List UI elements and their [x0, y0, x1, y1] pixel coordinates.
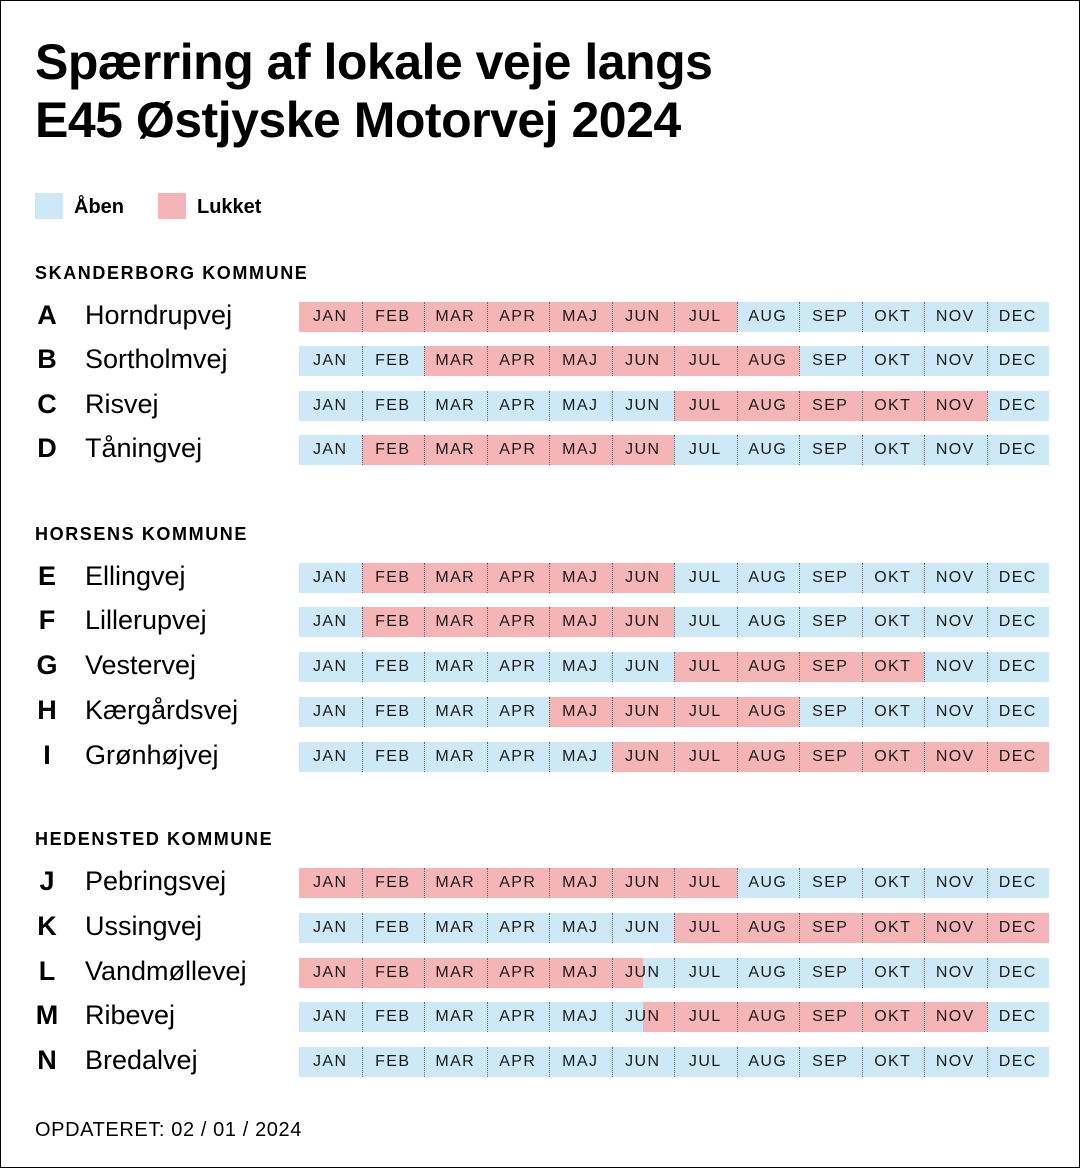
month-label: NOV — [935, 919, 975, 936]
month-label: APR — [499, 748, 537, 765]
month-label: SEP — [812, 613, 849, 630]
month-label: JAN — [313, 569, 348, 586]
month-label: DEC — [998, 397, 1037, 414]
month-label: JAN — [313, 703, 348, 720]
timeline-bar — [299, 1002, 1049, 1032]
legend-label-open: Åben — [74, 196, 124, 218]
month-label: OKT — [874, 919, 912, 936]
section-heading: HORSENS KOMMUNE — [35, 524, 249, 544]
month-label: AUG — [748, 919, 788, 936]
month-label: AUG — [748, 1053, 788, 1070]
month-label: MAR — [435, 874, 476, 891]
road-name: Risvej — [85, 389, 159, 419]
month-label: MAJ — [562, 658, 599, 675]
month-label: SEP — [812, 1053, 849, 1070]
road-name: Kærgårdsvej — [85, 695, 239, 725]
month-label: NOV — [935, 658, 975, 675]
month-label: DEC — [998, 613, 1037, 630]
month-label: OKT — [874, 397, 912, 414]
month-label: FEB — [375, 964, 411, 981]
month-label: APR — [499, 352, 537, 369]
road-name: Grønhøjvej — [85, 740, 219, 770]
month-label: AUG — [748, 748, 788, 765]
month-label: OKT — [874, 964, 912, 981]
month-label: APR — [499, 1008, 537, 1025]
month-label: OKT — [874, 1053, 912, 1070]
road-letter: E — [37, 561, 56, 591]
month-label: MAR — [435, 397, 476, 414]
month-label: JUN — [625, 964, 661, 981]
month-label: MAJ — [562, 919, 599, 936]
road-row — [1, 697, 1079, 727]
road-name: Sortholmvej — [85, 344, 228, 374]
month-label: AUG — [748, 613, 788, 630]
month-label: JUN — [625, 919, 661, 936]
month-label: FEB — [375, 613, 411, 630]
month-label: AUG — [748, 964, 788, 981]
month-label: JUL — [688, 441, 722, 458]
timeline-bar — [299, 958, 1049, 988]
month-label: MAR — [435, 569, 476, 586]
month-label: JAN — [313, 919, 348, 936]
month-label: AUG — [748, 441, 788, 458]
month-label: SEP — [812, 703, 849, 720]
month-label: NOV — [935, 1053, 975, 1070]
month-label: JUL — [688, 874, 722, 891]
month-label: JAN — [313, 441, 348, 458]
month-label: FEB — [375, 569, 411, 586]
month-label: APR — [499, 1053, 537, 1070]
month-label: FEB — [375, 658, 411, 675]
month-label: SEP — [812, 569, 849, 586]
month-label: FEB — [375, 1008, 411, 1025]
road-letter: G — [36, 650, 58, 680]
timeline-bar — [299, 868, 1049, 898]
month-label: NOV — [935, 748, 975, 765]
month-label: JUN — [625, 397, 661, 414]
month-label: APR — [499, 613, 537, 630]
month-label: AUG — [748, 569, 788, 586]
road-row — [1, 913, 1079, 943]
road-letter: H — [37, 695, 57, 725]
month-label: MAJ — [562, 613, 599, 630]
month-label: MAR — [435, 1008, 476, 1025]
month-label: JAN — [313, 658, 348, 675]
month-label: FEB — [375, 748, 411, 765]
road-row — [1, 868, 1079, 898]
month-label: MAJ — [562, 1053, 599, 1070]
road-letter: N — [37, 1045, 57, 1075]
month-label: APR — [499, 919, 537, 936]
road-row — [1, 302, 1079, 332]
month-label: JUL — [688, 1008, 722, 1025]
road-row — [1, 1002, 1079, 1032]
month-label: MAR — [435, 352, 476, 369]
month-label: NOV — [935, 964, 975, 981]
month-label: MAR — [435, 703, 476, 720]
month-label: JAN — [313, 397, 348, 414]
month-label: JUN — [625, 874, 661, 891]
page-title — [35, 33, 935, 149]
month-label: JUN — [625, 1053, 661, 1070]
month-label: JUN — [625, 308, 661, 325]
month-label: JAN — [313, 748, 348, 765]
month-label: MAR — [435, 308, 476, 325]
month-label: APR — [499, 441, 537, 458]
month-label: JUN — [625, 1008, 661, 1025]
road-row — [1, 346, 1079, 376]
month-label: JUN — [625, 748, 661, 765]
timeline-bar — [299, 346, 1049, 376]
month-label: DEC — [998, 352, 1037, 369]
road-name: Lillerupvej — [85, 605, 207, 635]
month-label: NOV — [935, 874, 975, 891]
timeline-bar — [299, 607, 1049, 637]
month-label: MAJ — [562, 748, 599, 765]
month-label: JUL — [688, 964, 722, 981]
month-label: JAN — [313, 352, 348, 369]
month-label: OKT — [874, 748, 912, 765]
month-label: OKT — [874, 1008, 912, 1025]
month-label: DEC — [998, 874, 1037, 891]
month-label: JUL — [688, 703, 722, 720]
month-label: DEC — [998, 441, 1037, 458]
road-letter: D — [37, 433, 57, 463]
month-label: JUL — [688, 613, 722, 630]
month-label: AUG — [748, 874, 788, 891]
month-label: DEC — [998, 748, 1037, 765]
month-label: JUN — [625, 441, 661, 458]
month-label: JUN — [625, 352, 661, 369]
month-label: NOV — [935, 703, 975, 720]
month-label: MAJ — [562, 1008, 599, 1025]
timeline-bar — [299, 435, 1049, 465]
road-letter: B — [37, 344, 57, 374]
month-label: SEP — [812, 874, 849, 891]
road-name: Ribevej — [85, 1000, 176, 1030]
month-label: NOV — [935, 397, 975, 414]
timeline-bar — [299, 913, 1049, 943]
month-label: FEB — [375, 397, 411, 414]
month-label: JUN — [625, 658, 661, 675]
month-label: MAJ — [562, 352, 599, 369]
timeline-bar — [299, 697, 1049, 727]
section-heading: HEDENSTED KOMMUNE — [35, 829, 274, 849]
month-label: MAJ — [562, 308, 599, 325]
updated-date: OPDATERET: 02 / 01 / 2024 — [35, 1119, 302, 1141]
legend-swatch-closed — [158, 193, 186, 219]
month-label: FEB — [375, 703, 411, 720]
timeline-bar — [299, 652, 1049, 682]
month-label: OKT — [874, 569, 912, 586]
month-label: SEP — [812, 919, 849, 936]
month-label: DEC — [998, 703, 1037, 720]
month-label: DEC — [998, 1053, 1037, 1070]
month-label: JAN — [313, 874, 348, 891]
month-label: JUL — [688, 397, 722, 414]
month-label: FEB — [375, 441, 411, 458]
road-name: Vestervej — [85, 650, 197, 680]
title-line-1: Spærring af lokale veje langs — [35, 34, 713, 90]
month-label: MAR — [435, 1053, 476, 1070]
month-label: MAR — [435, 441, 476, 458]
month-label: JUN — [625, 569, 661, 586]
month-label: AUG — [748, 308, 788, 325]
road-letter: F — [38, 605, 56, 635]
month-label: FEB — [375, 352, 411, 369]
month-label: FEB — [375, 308, 411, 325]
month-label: MAR — [435, 748, 476, 765]
legend-label-closed: Lukket — [197, 196, 262, 218]
road-name: Pebringsvej — [85, 866, 227, 896]
month-label: JUL — [688, 658, 722, 675]
road-letter: L — [38, 956, 56, 986]
month-label: DEC — [998, 964, 1037, 981]
month-label: SEP — [812, 441, 849, 458]
timeline-bar — [299, 563, 1049, 593]
road-letter: C — [37, 389, 57, 419]
road-row — [1, 607, 1079, 637]
month-label: DEC — [998, 658, 1037, 675]
month-label: DEC — [998, 308, 1037, 325]
month-label: FEB — [375, 874, 411, 891]
month-label: SEP — [812, 748, 849, 765]
month-label: JUL — [688, 308, 722, 325]
month-label: JUL — [688, 569, 722, 586]
month-label: MAJ — [562, 397, 599, 414]
month-label: MAR — [435, 964, 476, 981]
month-label: OKT — [874, 613, 912, 630]
road-row — [1, 391, 1079, 421]
road-letter: I — [43, 740, 51, 770]
month-label: OKT — [874, 441, 912, 458]
month-label: DEC — [998, 569, 1037, 586]
month-label: JUL — [688, 748, 722, 765]
month-label: AUG — [748, 703, 788, 720]
month-label: AUG — [748, 352, 788, 369]
month-label: SEP — [812, 964, 849, 981]
month-label: MAJ — [562, 874, 599, 891]
timeline-bar — [299, 391, 1049, 421]
month-label: SEP — [812, 658, 849, 675]
month-label: JUL — [688, 919, 722, 936]
road-row — [1, 958, 1079, 988]
month-label: SEP — [812, 308, 849, 325]
month-label: OKT — [874, 658, 912, 675]
road-name: Bredalvej — [85, 1045, 198, 1075]
title-line-2: E45 Østjyske Motorvej 2024 — [35, 92, 681, 148]
month-label: MAR — [435, 658, 476, 675]
month-label: MAJ — [562, 569, 599, 586]
month-label: APR — [499, 397, 537, 414]
month-label: SEP — [812, 397, 849, 414]
month-label: NOV — [935, 441, 975, 458]
month-label: JUN — [625, 613, 661, 630]
month-label: FEB — [375, 919, 411, 936]
road-row — [1, 435, 1079, 465]
month-label: MAJ — [562, 441, 599, 458]
month-label: JAN — [313, 964, 348, 981]
month-label: JUL — [688, 352, 722, 369]
road-name: Ellingvej — [85, 561, 186, 591]
month-label: JUL — [688, 1053, 722, 1070]
section-heading: SKANDERBORG KOMMUNE — [35, 263, 309, 283]
road-letter: A — [37, 300, 57, 330]
month-label: JUN — [625, 703, 661, 720]
road-letter: K — [37, 911, 57, 941]
month-label: NOV — [935, 308, 975, 325]
month-label: OKT — [874, 703, 912, 720]
road-letter: J — [39, 866, 55, 896]
legend-swatch-open — [35, 193, 63, 219]
road-name: Ussingvej — [85, 911, 203, 941]
month-label: APR — [499, 569, 537, 586]
month-label: NOV — [935, 1008, 975, 1025]
month-label: AUG — [748, 1008, 788, 1025]
month-label: APR — [499, 703, 537, 720]
month-label: DEC — [998, 919, 1037, 936]
month-label: SEP — [812, 352, 849, 369]
month-label: AUG — [748, 397, 788, 414]
month-label: MAR — [435, 613, 476, 630]
road-row — [1, 563, 1079, 593]
month-label: APR — [499, 964, 537, 981]
month-label: JAN — [313, 613, 348, 630]
road-name: Horndrupvej — [85, 300, 233, 330]
road-name: Vandmøllevej — [85, 956, 247, 986]
month-label: NOV — [935, 613, 975, 630]
road-letter: M — [35, 1000, 59, 1030]
month-label: MAJ — [562, 964, 599, 981]
timeline-bar — [299, 1047, 1049, 1077]
month-label: JAN — [313, 308, 348, 325]
month-label: OKT — [874, 352, 912, 369]
month-label: DEC — [998, 1008, 1037, 1025]
month-label: AUG — [748, 658, 788, 675]
month-label: MAJ — [562, 703, 599, 720]
month-label: NOV — [935, 569, 975, 586]
month-label: FEB — [375, 1053, 411, 1070]
month-label: APR — [499, 308, 537, 325]
month-label: APR — [499, 658, 537, 675]
month-label: SEP — [812, 1008, 849, 1025]
road-row — [1, 652, 1079, 682]
timeline-bar — [299, 302, 1049, 332]
month-label: JAN — [313, 1053, 348, 1070]
month-label: JAN — [313, 1008, 348, 1025]
road-row — [1, 1047, 1079, 1077]
timeline-bar — [299, 742, 1049, 772]
month-label: OKT — [874, 874, 912, 891]
month-label: NOV — [935, 352, 975, 369]
road-name: Tåningvej — [85, 433, 203, 463]
road-row — [1, 742, 1079, 772]
month-label: MAR — [435, 919, 476, 936]
month-label: OKT — [874, 308, 912, 325]
month-label: APR — [499, 874, 537, 891]
